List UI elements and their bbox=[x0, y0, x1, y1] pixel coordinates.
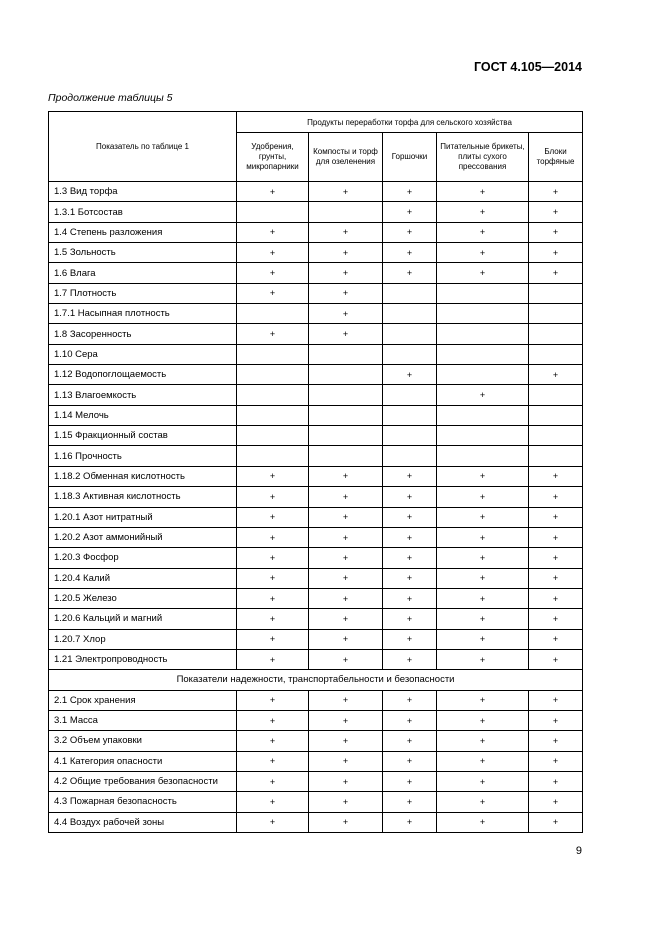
applicability-mark: + bbox=[383, 812, 437, 832]
applicability-mark: + bbox=[529, 731, 583, 751]
table-row bbox=[49, 405, 583, 425]
applicability-mark: + bbox=[529, 548, 583, 568]
applicability-mark: + bbox=[309, 731, 383, 751]
indicator-name: 1.7.1 Насыпная плотность bbox=[49, 304, 237, 324]
applicability-mark: + bbox=[309, 304, 383, 324]
table-row bbox=[49, 812, 583, 832]
applicability-mark: + bbox=[237, 629, 309, 649]
indicator-name: 1.6 Влага bbox=[49, 263, 237, 283]
applicability-mark: + bbox=[237, 731, 309, 751]
applicability-mark: + bbox=[529, 812, 583, 832]
applicability-mark: + bbox=[383, 771, 437, 791]
applicability-mark: + bbox=[309, 243, 383, 263]
applicability-mark: + bbox=[309, 487, 383, 507]
applicability-mark bbox=[437, 405, 529, 425]
applicability-mark: + bbox=[383, 609, 437, 629]
applicability-mark: + bbox=[383, 263, 437, 283]
table-row bbox=[49, 568, 583, 588]
applicability-mark: + bbox=[309, 507, 383, 527]
indicator-name: 1.20.6 Кальций и магний bbox=[49, 609, 237, 629]
applicability-mark: + bbox=[437, 792, 529, 812]
applicability-mark: + bbox=[437, 812, 529, 832]
applicability-mark bbox=[237, 304, 309, 324]
applicability-mark bbox=[437, 426, 529, 446]
applicability-mark: + bbox=[309, 751, 383, 771]
applicability-mark: + bbox=[309, 222, 383, 242]
indicator-name: 1.7 Плотность bbox=[49, 283, 237, 303]
applicability-mark bbox=[383, 405, 437, 425]
applicability-mark: + bbox=[309, 588, 383, 608]
applicability-mark: + bbox=[437, 385, 529, 405]
applicability-mark: + bbox=[309, 568, 383, 588]
applicability-mark bbox=[237, 446, 309, 466]
applicability-mark: + bbox=[309, 629, 383, 649]
applicability-mark bbox=[437, 344, 529, 364]
indicator-name: 1.8 Засоренность bbox=[49, 324, 237, 344]
applicability-mark: + bbox=[529, 487, 583, 507]
applicability-mark: + bbox=[529, 710, 583, 730]
applicability-mark bbox=[237, 365, 309, 385]
applicability-mark: + bbox=[437, 466, 529, 486]
column-header: Питательные брикеты, плиты сухого прессования bbox=[437, 133, 529, 182]
indicator-name: 1.20.4 Калий bbox=[49, 568, 237, 588]
applicability-mark: + bbox=[437, 527, 529, 547]
indicator-name: 1.18.3 Активная кислотность bbox=[49, 487, 237, 507]
applicability-mark: + bbox=[529, 222, 583, 242]
table-row bbox=[49, 487, 583, 507]
applicability-mark bbox=[383, 283, 437, 303]
applicability-mark bbox=[437, 446, 529, 466]
applicability-mark bbox=[529, 344, 583, 364]
indicator-name: 1.20.5 Железо bbox=[49, 588, 237, 608]
table-row bbox=[49, 690, 583, 710]
table-row bbox=[49, 466, 583, 486]
applicability-mark: + bbox=[383, 751, 437, 771]
column-header: Удобрения, грунты, микропарники bbox=[237, 133, 309, 182]
applicability-mark: + bbox=[383, 588, 437, 608]
applicability-mark bbox=[237, 202, 309, 222]
applicability-mark: + bbox=[237, 527, 309, 547]
applicability-mark: + bbox=[237, 690, 309, 710]
indicator-name: 1.12 Водопоглощаемость bbox=[49, 365, 237, 385]
applicability-mark: + bbox=[309, 548, 383, 568]
table-row bbox=[49, 527, 583, 547]
applicability-mark: + bbox=[529, 771, 583, 791]
applicability-mark: + bbox=[383, 690, 437, 710]
applicability-mark bbox=[309, 202, 383, 222]
indicator-name: 1.20.3 Фосфор bbox=[49, 548, 237, 568]
applicability-mark: + bbox=[437, 487, 529, 507]
applicability-mark: + bbox=[309, 710, 383, 730]
applicability-mark: + bbox=[529, 568, 583, 588]
applicability-mark: + bbox=[237, 812, 309, 832]
applicability-mark: + bbox=[437, 751, 529, 771]
table-row bbox=[49, 365, 583, 385]
applicability-mark: + bbox=[309, 324, 383, 344]
applicability-mark: + bbox=[437, 649, 529, 669]
applicability-mark: + bbox=[437, 202, 529, 222]
applicability-mark bbox=[383, 324, 437, 344]
table-row bbox=[49, 385, 583, 405]
table-caption: Продолжение таблицы 5 bbox=[48, 92, 173, 104]
table-row bbox=[49, 629, 583, 649]
indicator-name: 1.14 Мелочь bbox=[49, 405, 237, 425]
applicability-mark: + bbox=[437, 731, 529, 751]
applicability-mark: + bbox=[237, 568, 309, 588]
applicability-mark: + bbox=[437, 182, 529, 202]
applicability-mark bbox=[437, 304, 529, 324]
applicability-mark: + bbox=[529, 466, 583, 486]
table-row bbox=[49, 283, 583, 303]
applicability-mark: + bbox=[529, 792, 583, 812]
table-row bbox=[49, 324, 583, 344]
table-row bbox=[49, 588, 583, 608]
indicator-table bbox=[48, 111, 583, 833]
indicator-name: 4.4 Воздух рабочей зоны bbox=[49, 812, 237, 832]
applicability-mark: + bbox=[237, 507, 309, 527]
indicator-name: 1.10 Сера bbox=[49, 344, 237, 364]
applicability-mark: + bbox=[437, 548, 529, 568]
applicability-mark: + bbox=[529, 507, 583, 527]
applicability-mark: + bbox=[529, 751, 583, 771]
applicability-mark: + bbox=[237, 466, 309, 486]
applicability-mark: + bbox=[383, 507, 437, 527]
applicability-mark: + bbox=[529, 629, 583, 649]
applicability-mark bbox=[529, 283, 583, 303]
indicator-name: 3.1 Масса bbox=[49, 710, 237, 730]
applicability-mark: + bbox=[383, 527, 437, 547]
applicability-mark bbox=[309, 446, 383, 466]
applicability-mark: + bbox=[237, 182, 309, 202]
applicability-mark: + bbox=[529, 182, 583, 202]
applicability-mark: + bbox=[529, 588, 583, 608]
applicability-mark: + bbox=[383, 731, 437, 751]
table-row bbox=[49, 446, 583, 466]
indicator-name: 1.3 Вид торфа bbox=[49, 182, 237, 202]
applicability-mark: + bbox=[437, 263, 529, 283]
applicability-mark: + bbox=[309, 690, 383, 710]
applicability-mark: + bbox=[437, 710, 529, 730]
applicability-mark bbox=[529, 405, 583, 425]
indicator-name: 4.2 Общие требования безопасности bbox=[49, 771, 237, 791]
table-row bbox=[49, 507, 583, 527]
column-header: Компосты и торф для озеленения bbox=[309, 133, 383, 182]
applicability-mark bbox=[529, 426, 583, 446]
applicability-mark bbox=[437, 283, 529, 303]
applicability-mark: + bbox=[383, 548, 437, 568]
indicator-name: 1.20.1 Азот нитратный bbox=[49, 507, 237, 527]
applicability-mark: + bbox=[309, 812, 383, 832]
applicability-mark bbox=[309, 344, 383, 364]
applicability-mark: + bbox=[383, 649, 437, 669]
indicator-name: 1.15 Фракционный состав bbox=[49, 426, 237, 446]
applicability-mark: + bbox=[529, 365, 583, 385]
applicability-mark: + bbox=[529, 202, 583, 222]
applicability-mark bbox=[383, 304, 437, 324]
column-header: Блоки торфяные bbox=[529, 133, 583, 182]
applicability-mark bbox=[237, 385, 309, 405]
applicability-mark: + bbox=[437, 222, 529, 242]
applicability-mark: + bbox=[237, 588, 309, 608]
table-row bbox=[49, 771, 583, 791]
applicability-mark: + bbox=[383, 487, 437, 507]
table-row bbox=[49, 304, 583, 324]
table-row bbox=[49, 751, 583, 771]
indicator-name: 1.16 Прочность bbox=[49, 446, 237, 466]
applicability-mark: + bbox=[529, 243, 583, 263]
applicability-mark: + bbox=[437, 629, 529, 649]
applicability-mark: + bbox=[309, 649, 383, 669]
indicator-name: 4.3 Пожарная безопасность bbox=[49, 792, 237, 812]
applicability-mark: + bbox=[529, 690, 583, 710]
indicator-name: 1.4 Степень разложения bbox=[49, 222, 237, 242]
applicability-mark: + bbox=[383, 182, 437, 202]
applicability-mark: + bbox=[383, 710, 437, 730]
applicability-mark bbox=[383, 446, 437, 466]
applicability-mark: + bbox=[237, 548, 309, 568]
table-row bbox=[49, 243, 583, 263]
applicability-mark: + bbox=[383, 568, 437, 588]
document-code: ГОСТ 4.105—2014 bbox=[473, 60, 582, 74]
applicability-mark: + bbox=[383, 792, 437, 812]
applicability-mark: + bbox=[437, 588, 529, 608]
applicability-mark: + bbox=[237, 324, 309, 344]
applicability-mark bbox=[383, 344, 437, 364]
applicability-mark: + bbox=[309, 527, 383, 547]
table-row bbox=[49, 222, 583, 242]
indicator-name: 1.3.1 Ботсостав bbox=[49, 202, 237, 222]
applicability-mark bbox=[237, 426, 309, 446]
indicator-name: 1.18.2 Обменная кислотность bbox=[49, 466, 237, 486]
applicability-mark: + bbox=[383, 629, 437, 649]
applicability-mark: + bbox=[437, 243, 529, 263]
indicator-name: 1.20.7 Хлор bbox=[49, 629, 237, 649]
table-row bbox=[49, 426, 583, 446]
applicability-mark bbox=[529, 324, 583, 344]
column-header: Горшочки bbox=[383, 133, 437, 182]
applicability-mark bbox=[383, 426, 437, 446]
applicability-mark: + bbox=[383, 222, 437, 242]
applicability-mark bbox=[309, 426, 383, 446]
applicability-mark: + bbox=[529, 527, 583, 547]
applicability-mark: + bbox=[383, 202, 437, 222]
applicability-mark: + bbox=[309, 466, 383, 486]
applicability-mark: + bbox=[309, 283, 383, 303]
applicability-mark: + bbox=[237, 792, 309, 812]
table-row bbox=[49, 609, 583, 629]
table-row bbox=[49, 649, 583, 669]
product-group-header: Продукты переработки торфа для сельского хозяйства bbox=[237, 112, 583, 133]
applicability-mark: + bbox=[237, 751, 309, 771]
applicability-mark: + bbox=[309, 771, 383, 791]
applicability-mark: + bbox=[237, 487, 309, 507]
applicability-mark bbox=[237, 344, 309, 364]
applicability-mark bbox=[237, 405, 309, 425]
applicability-mark: + bbox=[437, 568, 529, 588]
applicability-mark: + bbox=[529, 609, 583, 629]
applicability-mark: + bbox=[437, 507, 529, 527]
indicator-name: 4.1 Категория опасности bbox=[49, 751, 237, 771]
applicability-mark bbox=[383, 385, 437, 405]
applicability-mark: + bbox=[309, 609, 383, 629]
indicator-name: 3.2 Объем упаковки bbox=[49, 731, 237, 751]
indicator-column-header: Показатель по таблице 1 bbox=[49, 112, 237, 182]
table-row bbox=[49, 710, 583, 730]
applicability-mark: + bbox=[383, 466, 437, 486]
applicability-mark: + bbox=[237, 771, 309, 791]
applicability-mark bbox=[309, 385, 383, 405]
applicability-mark: + bbox=[309, 792, 383, 812]
applicability-mark: + bbox=[437, 609, 529, 629]
applicability-mark: + bbox=[237, 649, 309, 669]
indicator-name: 1.13 Влагоемкость bbox=[49, 385, 237, 405]
table-row bbox=[49, 263, 583, 283]
table-row bbox=[49, 202, 583, 222]
applicability-mark bbox=[529, 446, 583, 466]
page-number: 9 bbox=[575, 845, 582, 857]
applicability-mark bbox=[529, 304, 583, 324]
applicability-mark: + bbox=[383, 243, 437, 263]
applicability-mark: + bbox=[529, 649, 583, 669]
applicability-mark: + bbox=[237, 263, 309, 283]
applicability-mark: + bbox=[237, 710, 309, 730]
applicability-mark: + bbox=[437, 690, 529, 710]
applicability-mark bbox=[437, 324, 529, 344]
table-row bbox=[49, 731, 583, 751]
section-title-row: Показатели надежности, транспортабельности и безопасности bbox=[49, 670, 583, 690]
applicability-mark bbox=[529, 385, 583, 405]
indicator-name: 1.20.2 Азот аммонийный bbox=[49, 527, 237, 547]
indicator-name: 1.5 Зольность bbox=[49, 243, 237, 263]
applicability-mark: + bbox=[437, 771, 529, 791]
table-row bbox=[49, 548, 583, 568]
applicability-mark: + bbox=[237, 222, 309, 242]
applicability-mark: + bbox=[237, 609, 309, 629]
indicator-name: 1.21 Электропроводность bbox=[49, 649, 237, 669]
applicability-mark: + bbox=[529, 263, 583, 283]
applicability-mark: + bbox=[383, 365, 437, 385]
indicator-name: 2.1 Срок хранения bbox=[49, 690, 237, 710]
applicability-mark: + bbox=[309, 182, 383, 202]
table-row bbox=[49, 344, 583, 364]
applicability-mark bbox=[437, 365, 529, 385]
applicability-mark bbox=[309, 405, 383, 425]
applicability-mark: + bbox=[309, 263, 383, 283]
table-row bbox=[49, 182, 583, 202]
applicability-mark: + bbox=[237, 283, 309, 303]
applicability-mark: + bbox=[237, 243, 309, 263]
applicability-mark bbox=[309, 365, 383, 385]
table-row bbox=[49, 792, 583, 812]
